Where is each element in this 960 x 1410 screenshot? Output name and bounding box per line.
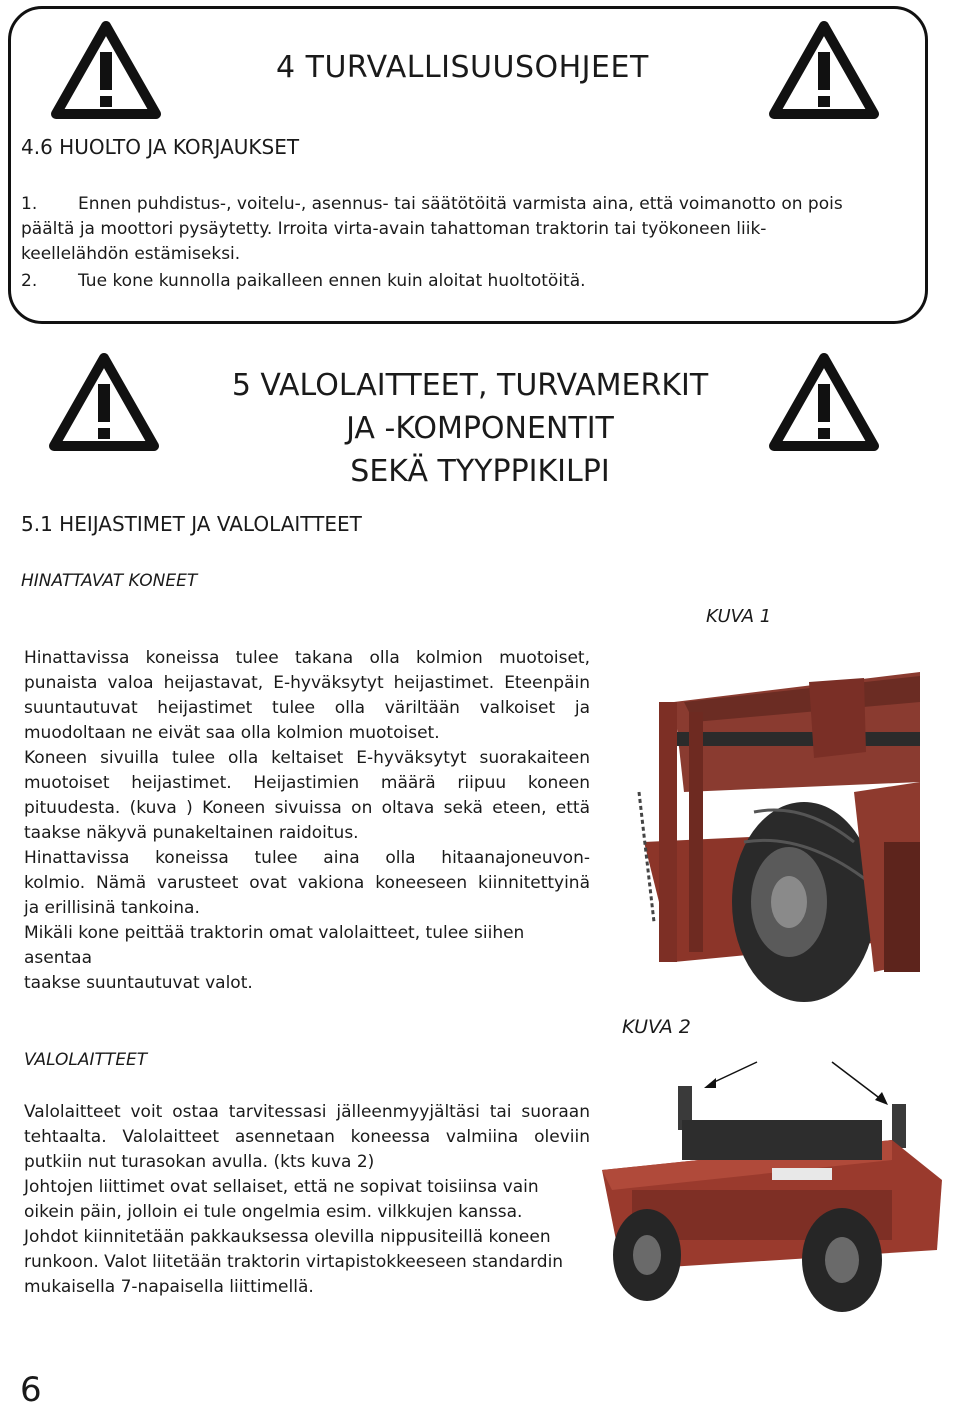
valolaitteet-heading: VALOLAITTEET [24,1050,148,1070]
list-item-continued [21,217,881,267]
section4-title: 4 TURVALLISUUSOHJEET [276,50,649,85]
kuva1-label: KUVA 1 [706,606,772,627]
kuva1-photo [604,642,920,1012]
warning-triangle-icon [50,20,162,120]
kuva2-photo [592,1050,950,1318]
text-line: putkiin nut turasokan avulla. (kts kuva 2) [24,1152,375,1172]
hinattavat-paragraph [24,646,590,996]
text-line: taakse suuntautuvat valot. [24,973,253,993]
text-line: Hinattavissa koneissa tulee takana olla kolmion muotoiset, [24,648,590,668]
item-number: 2. [21,271,38,291]
section5-title [190,364,750,493]
item-number: 1. [21,194,38,214]
text-line: mukaisella 7-napaisella liittimellä. [24,1277,314,1297]
text-line: kolmio. Nämä varusteet ovat vakiona koneeseen kiinnitettyinä [24,873,590,893]
text-line: pituudesta. (kuva ) Koneen sivuissa on oltava sekä eteen, että [24,798,590,818]
text-line: Johdot kiinnitetään pakkauksessa olevilla nippusiteillä koneen [24,1227,551,1247]
text-line: Mikäli kone peittää traktorin omat valolaitteet, tulee siihen asentaa [24,923,525,968]
title-line: 5 VALOLAITTEET, TURVAMERKIT [231,368,709,403]
page-number: 6 [20,1370,42,1410]
item-line: päältä ja moottori pysäytetty. Irroita virta-avain tahattoman traktorin tai työkoneen liik- [21,219,767,239]
section4-subtitle: 4.6 HUOLTO JA KORJAUKSET [21,135,300,159]
warning-triangle-icon [48,352,160,452]
text-line: Johtojen liittimet ovat sellaiset, että ne sopivat toisiinsa vain [24,1177,539,1197]
item-line: keellelähdön estämiseksi. [21,244,241,264]
text-line: suuntautuvat heijastimet tulee olla väriltään valkoiset ja [24,698,590,718]
list-item: Tue kone kunnolla paikalleen ennen kuin aloitat huoltotöitä. [78,271,586,291]
text-line: ja erillisinä tankoina. [24,898,200,918]
valolaitteet-paragraph [24,1100,590,1300]
text-line: Hinattavissa koneissa tulee aina olla hitaanajoneuvon- [24,848,590,868]
text-line: punaista valoa heijastavat, E-hyväksytyt heijastimet. Eteenpäin [24,673,590,693]
text-line: runkoon. Valot liitetään traktorin virtapistokkeeseen standardin [24,1252,564,1272]
text-line: taakse näkyvä punakeltainen raidoitus. [24,823,359,843]
warning-triangle-icon [768,352,880,452]
item-line: Ennen puhdistus-, voitelu-, asennus- tai säätötöitä varmista aina, että voimanotto on pois [78,194,843,214]
text-line: tehtaalta. Valolaitteet asennetaan koneessa valmiina oleviin [24,1127,590,1147]
text-line: muotoiset heijastimet. Heijastimien määrä riipuu koneen [24,773,590,793]
title-line: JA -KOMPONENTIT [346,411,614,446]
text-line: muodoltaan ne eivät saa olla kolmion muotoiset. [24,723,440,743]
warning-triangle-icon [768,20,880,120]
list-item [78,192,878,217]
hinattavat-heading: HINATTAVAT KONEET [21,571,198,591]
text-line: oikein päin, jolloin ei tule ongelmia esim. vilkkujen kanssa. [24,1202,523,1222]
text-line: Koneen sivuilla tulee olla keltaiset E-hyväksytyt suorakaiteen [24,748,590,768]
text-line: Valolaitteet voit ostaa tarvitessasi jälleenmyyjältäsi tai suoraan [24,1102,590,1122]
kuva2-label: KUVA 2 [622,1016,691,1038]
section5-subtitle: 5.1 HEIJASTIMET JA VALOLAITTEET [21,512,362,536]
title-line: SEKÄ TYYPPIKILPI [350,454,610,489]
